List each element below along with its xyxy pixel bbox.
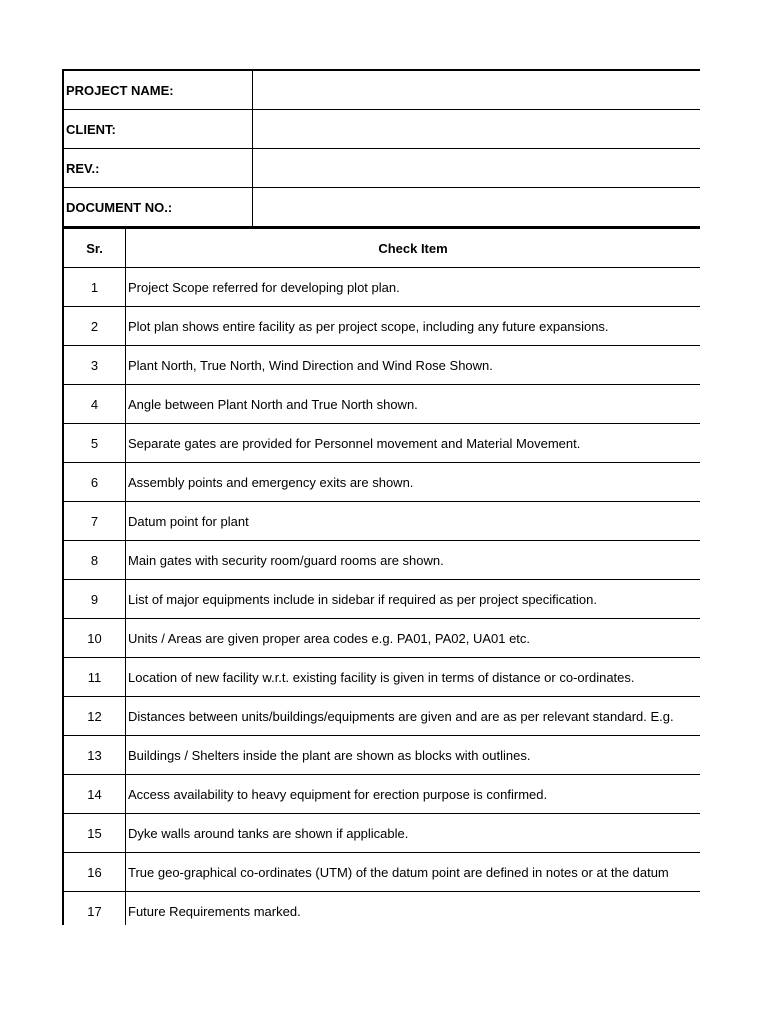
checklist-row [63,424,700,463]
check-item-text: Separate gates are provided for Personnel movement and Material Movement. [126,424,701,463]
checklist-row [63,853,700,892]
sr-number: 17 [63,892,126,926]
checklist-sheet [62,69,768,925]
rev-value[interactable] [253,149,701,188]
check-item-text: Project Scope referred for developing plot plan. [126,268,701,307]
check-item-text: Angle between Plant North and True North shown. [126,385,701,424]
project-name-value[interactable] [253,70,701,110]
check-item-text: Access availability to heavy equipment for erection purpose is confirmed. [126,775,701,814]
check-item-text: Dyke walls around tanks are shown if applicable. [126,814,701,853]
checklist-row [63,307,700,346]
checklist-row [63,541,700,580]
check-item-text: True geo-graphical co-ordinates (UTM) of the datum point are defined in notes or at the datum [126,853,701,892]
checklist-row [63,385,700,424]
client-value[interactable] [253,110,701,149]
project-info-table [62,69,700,228]
sr-number: 3 [63,346,126,385]
checklist-header-row [63,229,700,268]
checklist-row [63,697,700,736]
rev-label: REV.: [63,149,253,188]
rev-row [63,149,700,188]
sr-number: 13 [63,736,126,775]
client-row [63,110,700,149]
checklist-row [63,658,700,697]
document-no-row [63,188,700,228]
checklist-row [63,502,700,541]
project-name-row [63,70,700,110]
sr-number: 2 [63,307,126,346]
check-item-text: Location of new facility w.r.t. existing facility is given in terms of distance or co-ordinates. [126,658,701,697]
sr-number: 8 [63,541,126,580]
check-item-text: Units / Areas are given proper area codes e.g. PA01, PA02, UA01 etc. [126,619,701,658]
checklist-table [62,228,700,925]
sr-number: 9 [63,580,126,619]
document-no-value[interactable] [253,188,701,228]
sr-number: 1 [63,268,126,307]
check-item-text: Buildings / Shelters inside the plant are shown as blocks with outlines. [126,736,701,775]
sr-number: 12 [63,697,126,736]
check-item-column-header: Check Item [126,229,701,268]
checklist-row [63,814,700,853]
check-item-text: Assembly points and emergency exits are shown. [126,463,701,502]
sr-number: 4 [63,385,126,424]
client-label: CLIENT: [63,110,253,149]
sr-number: 7 [63,502,126,541]
checklist-row [63,268,700,307]
sr-number: 15 [63,814,126,853]
sr-number: 16 [63,853,126,892]
sr-number: 6 [63,463,126,502]
check-item-text: Plant North, True North, Wind Direction and Wind Rose Shown. [126,346,701,385]
sr-number: 5 [63,424,126,463]
check-item-text: List of major equipments include in sidebar if required as per project specification. [126,580,701,619]
checklist-row [63,346,700,385]
document-no-label: DOCUMENT NO.: [63,188,253,228]
checklist-row [63,736,700,775]
sr-number: 11 [63,658,126,697]
check-item-text: Main gates with security room/guard rooms are shown. [126,541,701,580]
check-item-text: Distances between units/buildings/equipments are given and are as per relevant standard. E.g. [126,697,701,736]
checklist-row [63,580,700,619]
check-item-text: Plot plan shows entire facility as per project scope, including any future expansions. [126,307,701,346]
checklist-row [63,775,700,814]
checklist-row [63,892,700,926]
checklist-row [63,619,700,658]
sr-number: 10 [63,619,126,658]
project-name-label: PROJECT NAME: [63,70,253,110]
checklist-row [63,463,700,502]
check-item-text: Datum point for plant [126,502,701,541]
sr-number: 14 [63,775,126,814]
sr-column-header: Sr. [63,229,126,268]
check-item-text: Future Requirements marked. [126,892,701,926]
